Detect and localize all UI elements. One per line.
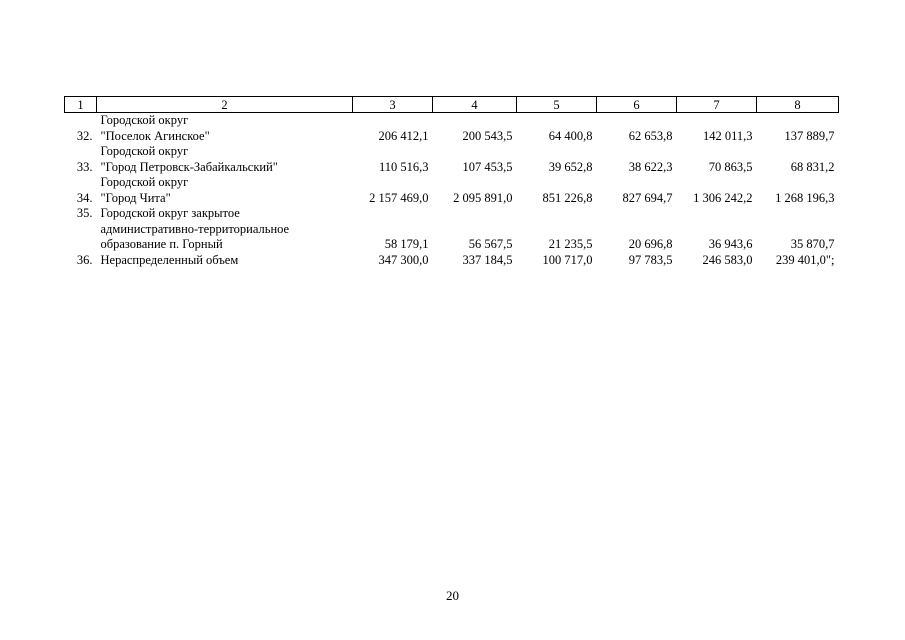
value-cell: 347 300,0 bbox=[378, 252, 429, 267]
table-row bbox=[65, 253, 839, 269]
value-cell: 206 412,1 bbox=[378, 128, 429, 143]
row-name-line: "Город Петровск-Забайкальский" bbox=[100, 159, 278, 174]
row-name bbox=[97, 253, 353, 269]
value-cell: 1 268 196,3 bbox=[775, 190, 835, 205]
table-row bbox=[65, 175, 839, 206]
value-cell: 107 453,5 bbox=[462, 159, 513, 174]
value-cell: 97 783,5 bbox=[628, 252, 673, 267]
row-name-line: Городской округ bbox=[100, 144, 189, 158]
header-cell-5: 5 bbox=[517, 97, 597, 113]
budget-table bbox=[64, 96, 839, 268]
value-cell: 337 184,5 bbox=[462, 252, 513, 267]
table-row bbox=[65, 144, 839, 175]
value-cell: 239 401,0"; bbox=[775, 252, 835, 267]
value-cell: 56 567,5 bbox=[468, 237, 513, 251]
value-cell: 110 516,3 bbox=[378, 159, 429, 174]
value-cell: 36 943,6 bbox=[708, 237, 753, 251]
value-cell: 142 011,3 bbox=[702, 128, 753, 143]
row-name-line: образование п. Горный bbox=[100, 237, 223, 251]
row-name bbox=[97, 175, 353, 206]
value-cell: 70 863,5 bbox=[708, 159, 753, 174]
table-row bbox=[65, 206, 839, 253]
row-number: 32. bbox=[76, 128, 93, 143]
value-cell: 38 622,3 bbox=[628, 159, 673, 174]
value-cell: 64 400,8 bbox=[548, 128, 593, 143]
table-row bbox=[65, 113, 839, 145]
value-cell: 68 831,2 bbox=[790, 159, 835, 174]
value-cell: 21 235,5 bbox=[548, 237, 593, 251]
row-number: 34. bbox=[76, 190, 93, 205]
value-cell: 2 157 469,0 bbox=[369, 190, 429, 205]
value-cell: 200 543,5 bbox=[462, 128, 513, 143]
row-name-line: Городской округ bbox=[100, 113, 189, 127]
value-cell: 35 870,7 bbox=[790, 237, 835, 251]
header-cell-3: 3 bbox=[353, 97, 433, 113]
page-number: 20 bbox=[446, 588, 459, 603]
table-header-row bbox=[65, 97, 839, 113]
header-cell-8: 8 bbox=[757, 97, 839, 113]
row-name bbox=[97, 144, 353, 175]
row-name-line: "Поселок Агинское" bbox=[100, 128, 210, 143]
value-cell: 39 652,8 bbox=[548, 159, 593, 174]
value-cell: 827 694,7 bbox=[622, 190, 673, 205]
row-number: 33. bbox=[76, 159, 93, 174]
row-number: 36. bbox=[76, 252, 93, 267]
value-cell: 62 653,8 bbox=[628, 128, 673, 143]
header-cell-1: 1 bbox=[65, 97, 97, 113]
value-cell: 1 306 242,2 bbox=[693, 190, 753, 205]
row-name-line: "Город Чита" bbox=[100, 190, 171, 205]
row-name-line: административно-территориальное bbox=[100, 221, 290, 236]
header-cell-4: 4 bbox=[433, 97, 517, 113]
value-cell: 2 095 891,0 bbox=[453, 190, 513, 205]
header-cell-7: 7 bbox=[677, 97, 757, 113]
header-cell-6: 6 bbox=[597, 97, 677, 113]
row-name-line: Нераспределенный объем bbox=[100, 252, 239, 267]
value-cell: 100 717,0 bbox=[542, 252, 593, 267]
value-cell: 246 583,0 bbox=[702, 252, 753, 267]
row-name-line: Городской округ закрытое bbox=[100, 206, 240, 220]
row-name bbox=[97, 113, 353, 145]
value-cell: 137 889,7 bbox=[784, 128, 835, 143]
value-cell: 851 226,8 bbox=[542, 190, 593, 205]
row-number: 35. bbox=[76, 206, 93, 220]
header-cell-2: 2 bbox=[97, 97, 353, 113]
row-name bbox=[97, 206, 353, 253]
value-cell: 20 696,8 bbox=[628, 237, 673, 251]
row-name-line: Городской округ bbox=[100, 175, 189, 189]
value-cell: 58 179,1 bbox=[384, 237, 429, 251]
